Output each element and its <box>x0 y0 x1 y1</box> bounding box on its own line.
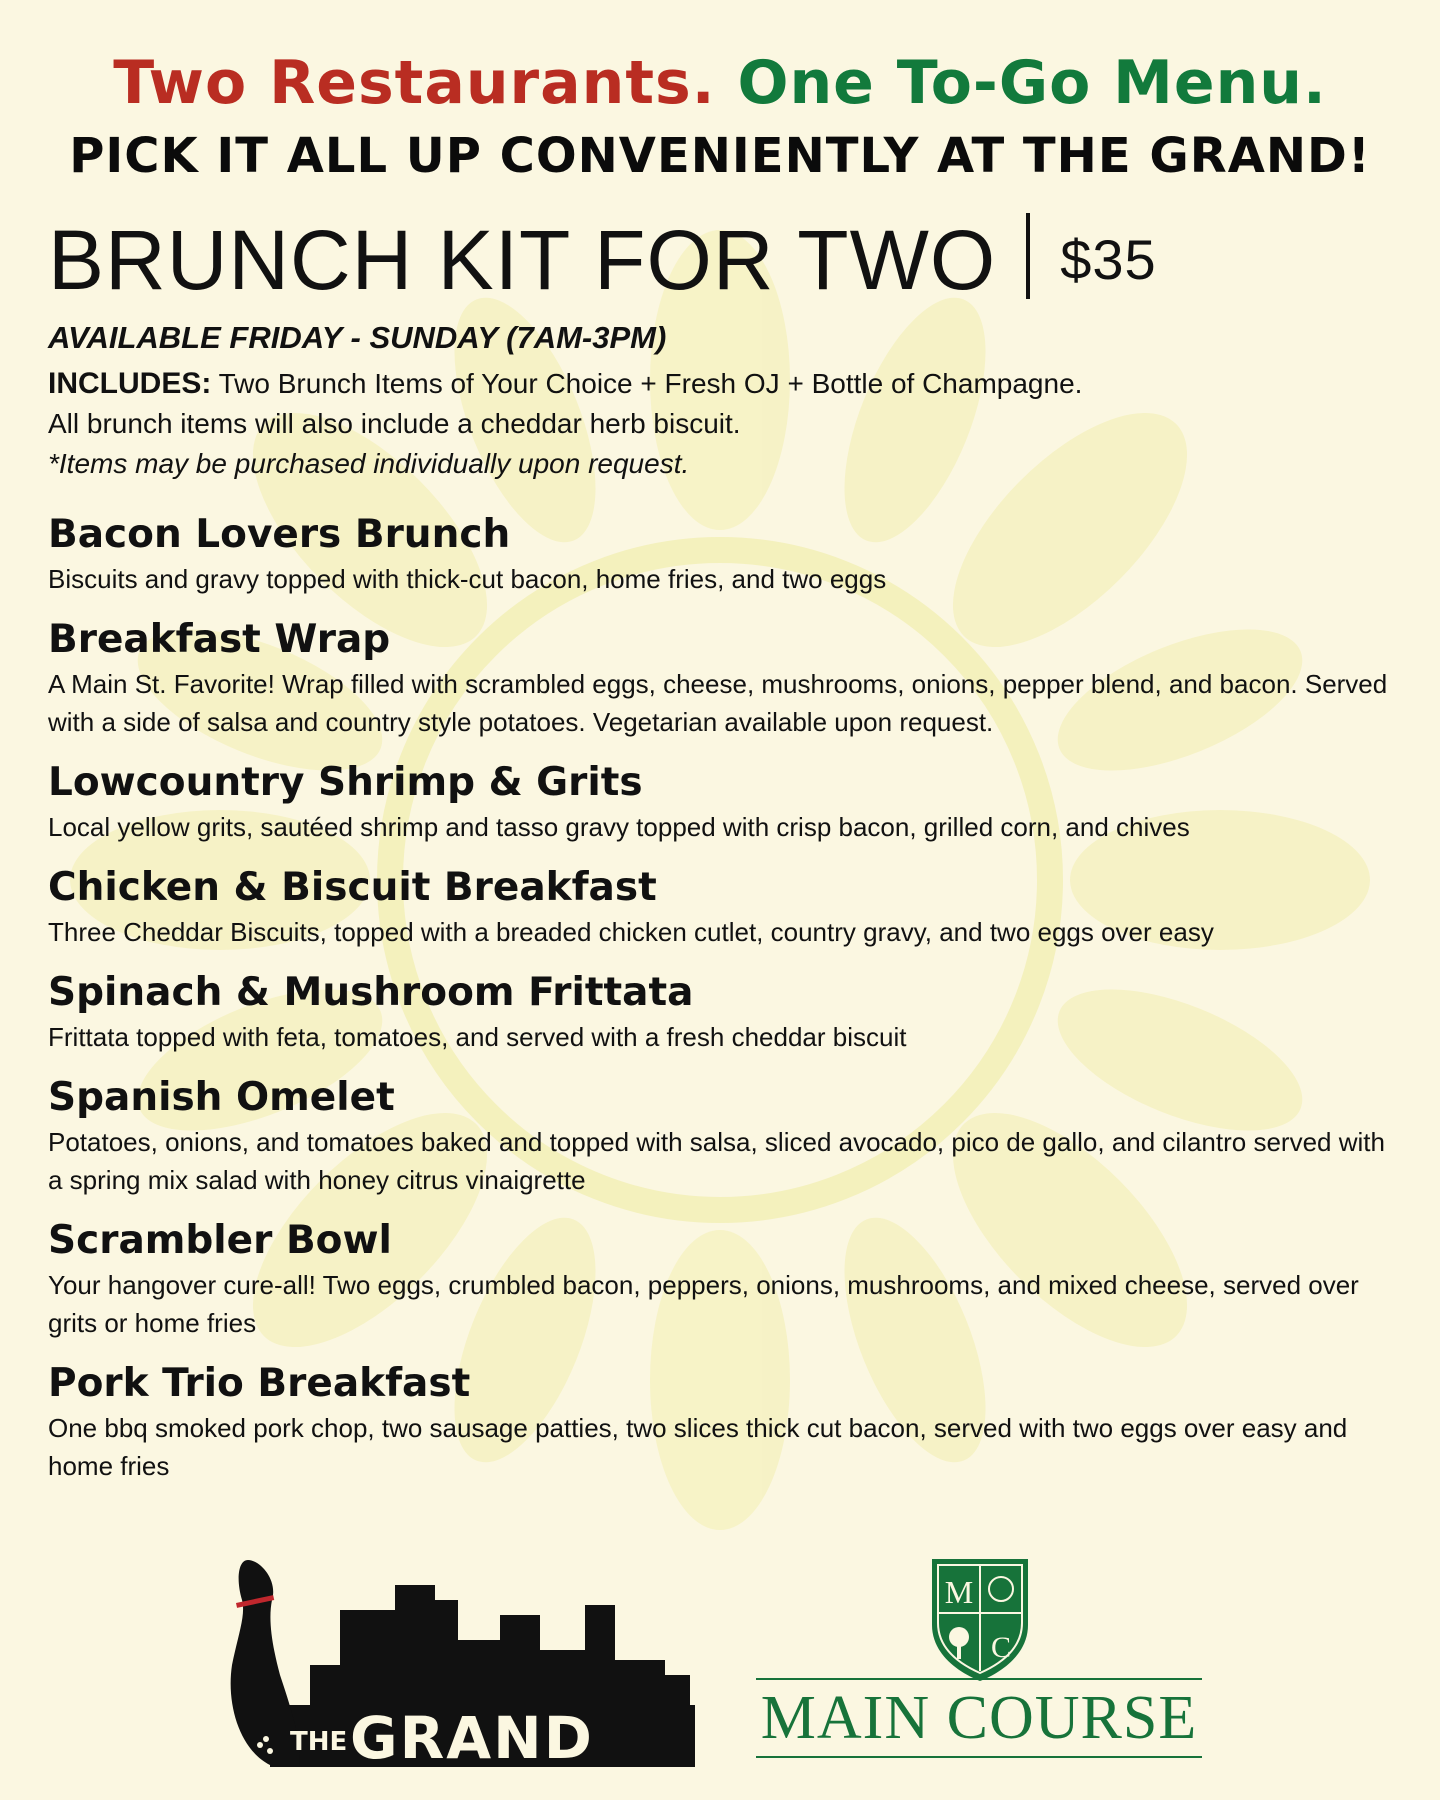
individual-purchase-note: *Items may be purchased individually upon request. <box>48 448 690 479</box>
includes-text: Two Brunch Items of Your Choice + Fresh OJ + Bottle of Champagne. <box>218 368 1083 399</box>
availability: AVAILABLE FRIDAY - SUNDAY (7AM-3PM) <box>48 320 667 355</box>
menu-list <box>48 510 1388 1502</box>
main-course-name: MAIN COURSE <box>756 1678 1202 1758</box>
menu-item-name: Breakfast Wrap <box>48 617 391 662</box>
menu-item <box>48 863 1388 951</box>
headline-two-restaurants: Two Restaurants. <box>113 48 716 118</box>
svg-text:C: C <box>990 1631 1012 1664</box>
the-grand-logo <box>230 1555 700 1770</box>
kit-title-row <box>48 212 1157 309</box>
menu-item-name: Pork Trio Breakfast <box>48 1361 471 1406</box>
menu-item-name: Lowcountry Shrimp & Grits <box>48 760 643 805</box>
grand-logo-the: THE <box>290 1727 348 1757</box>
subheadline: PICK IT ALL UP CONVENIENTLY AT THE GRAND! <box>69 128 1371 184</box>
title-divider <box>1026 213 1030 299</box>
kit-includes <box>48 364 1388 484</box>
menu-item <box>48 968 1388 1056</box>
kit-title: BRUNCH KIT FOR TWO <box>48 213 997 307</box>
menu-item <box>48 1216 1388 1342</box>
menu-item-description: Potatoes, onions, and tomatoes baked and topped with salsa, sliced avocado, pico de gallo, and cilantro served with a spring mix salad with honey citrus vinaigrette <box>48 1127 1385 1195</box>
menu-item <box>48 615 1388 741</box>
menu-item-name: Scrambler Bowl <box>48 1218 392 1263</box>
menu-item-name: Bacon Lovers Brunch <box>48 512 511 557</box>
headline <box>0 48 1440 118</box>
menu-item <box>48 1073 1388 1199</box>
svg-text:M: M <box>944 1574 974 1610</box>
kit-price: $35 <box>1060 228 1157 291</box>
menu-item-description: Local yellow grits, sautéed shrimp and tasso gravy topped with crisp bacon, grilled corn, and chives <box>48 812 1190 842</box>
menu-item <box>48 1359 1388 1485</box>
grand-logo-name: GRAND <box>350 1704 594 1770</box>
menu-item-description: Frittata topped with feta, tomatoes, and served with a fresh cheddar biscuit <box>48 1022 907 1052</box>
menu-item-description: One bbq smoked pork chop, two sausage patties, two slices thick cut bacon, served with two eggs over easy and home fries <box>48 1413 1348 1481</box>
includes-label: INCLUDES: <box>48 367 212 400</box>
menu-item-description: Your hangover cure-all! Two eggs, crumbled bacon, peppers, onions, mushrooms, and mixed cheese, served over grits or home fries <box>48 1270 1359 1338</box>
biscuit-note: All brunch items will also include a cheddar herb biscuit. <box>48 408 741 439</box>
menu-item-description: Three Cheddar Biscuits, topped with a breaded chicken cutlet, country gravy, and two eggs over easy <box>48 917 1214 947</box>
menu-item-description: A Main St. Favorite! Wrap filled with scrambled eggs, cheese, mushrooms, onions, pepper blend, and bacon. Served with a side of salsa and country style potatoes. Vegetarian available upon request. <box>48 669 1388 737</box>
menu-item <box>48 758 1388 846</box>
headline-one-menu: One To-Go Menu. <box>737 48 1327 118</box>
includes-line <box>48 364 1388 404</box>
main-course-crest-icon <box>932 1559 1028 1681</box>
menu-item-name: Spinach & Mushroom Frittata <box>48 970 694 1015</box>
menu-item-description: Biscuits and gravy topped with thick-cut bacon, home fries, and two eggs <box>48 564 887 594</box>
menu-item-name: Chicken & Biscuit Breakfast <box>48 865 657 910</box>
menu-item-name: Spanish Omelet <box>48 1075 395 1120</box>
menu-item <box>48 510 1388 598</box>
